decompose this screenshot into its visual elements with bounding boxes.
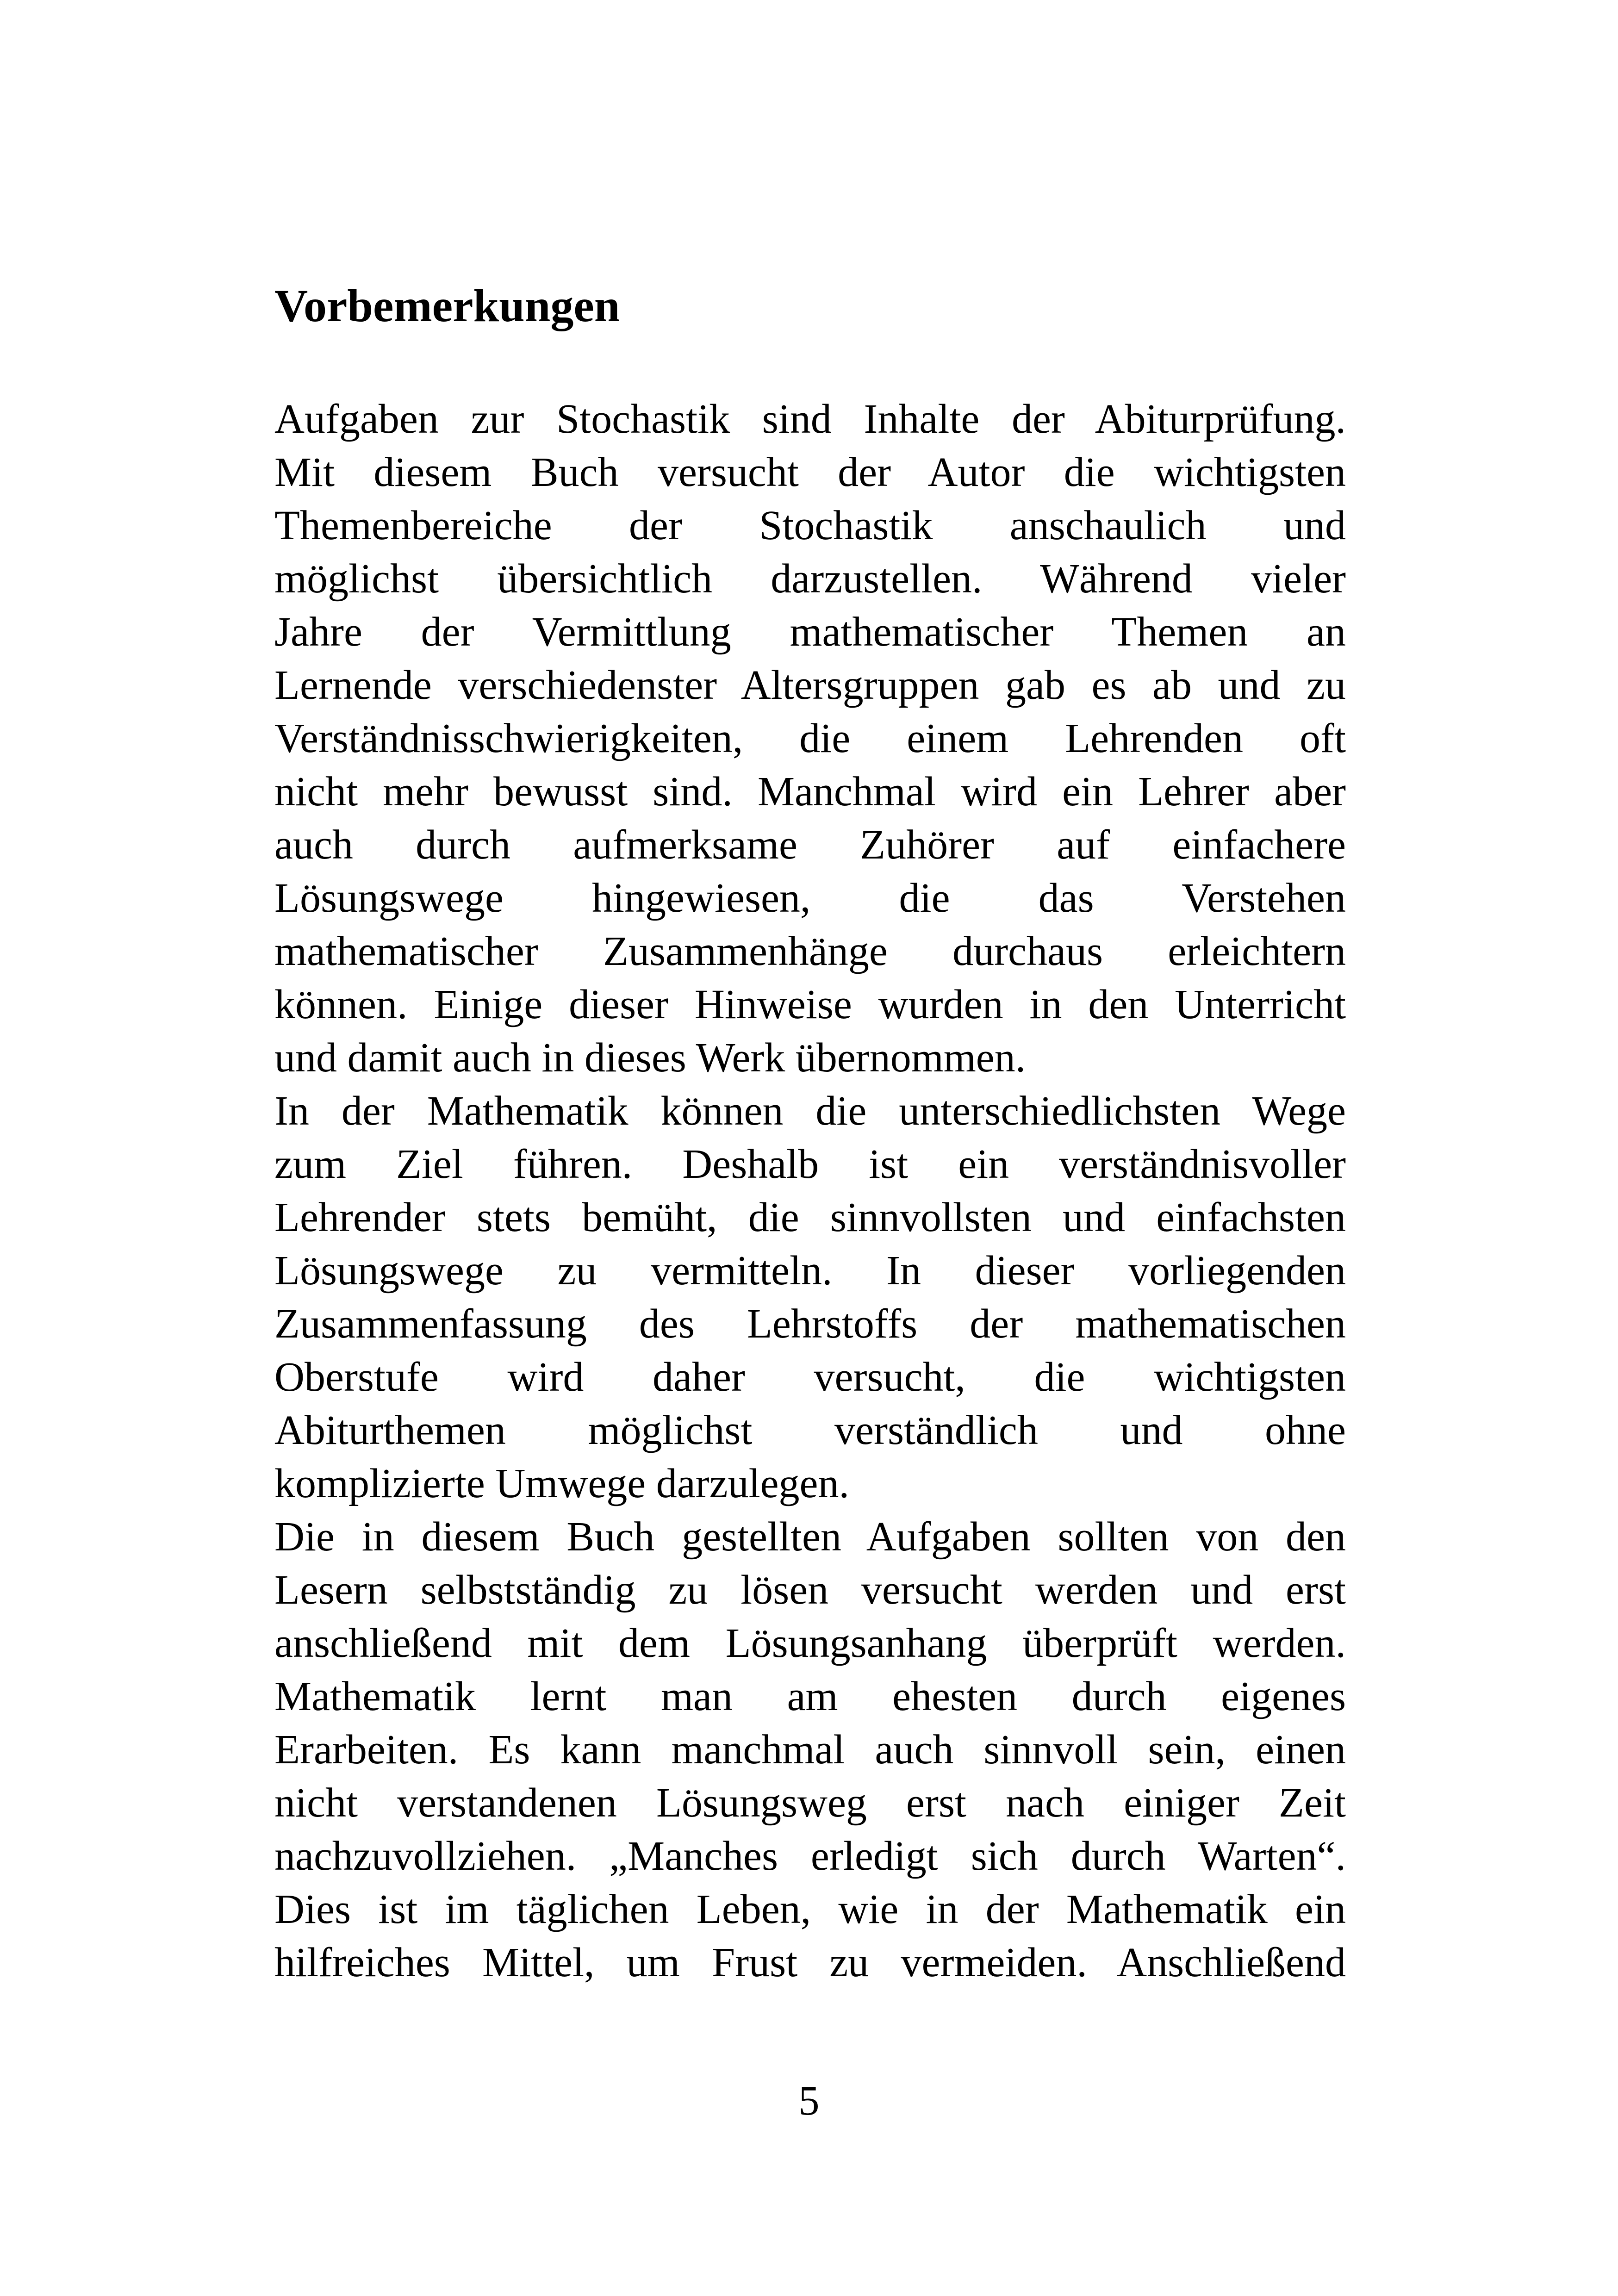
text-line-20: Abiturthemen möglichst verständlich und ohne: [274, 1407, 1346, 1453]
text-line-7: Verständnisschwierigkeiten, die einem Lehrenden oft: [274, 716, 1346, 761]
text-line-9: auch durch aufmerksame Zuhörer auf einfachere: [274, 822, 1346, 868]
text-line-29: Dies ist im täglichen Leben, wie in der Mathematik ein: [274, 1886, 1346, 1932]
text-line-1: Aufgaben zur Stochastik sind Inhalte der Abiturprüfung.: [274, 396, 1346, 442]
text-line-13: und damit auch in dieses Werk übernommen.: [274, 1035, 1026, 1081]
text-line-4: möglichst übersichtlich darzustellen. Während vieler: [274, 556, 1346, 602]
text-line-21: komplizierte Umwege darzulegen.: [274, 1461, 849, 1506]
text-line-25: Mathematik lernt man am ehesten durch eigenes: [274, 1674, 1346, 1719]
text-line-16: Lehrender stets bemüht, die sinnvollsten und einfachsten: [274, 1195, 1346, 1240]
text-line-19: Oberstufe wird daher versucht, die wichtigsten: [274, 1354, 1346, 1400]
text-line-12: können. Einige dieser Hinweise wurden in den Unterricht: [274, 982, 1346, 1027]
text-line-10: Lösungswege hingewiesen, die das Verstehen: [274, 875, 1346, 921]
text-line-18: Zusammenfassung des Lehrstoffs der mathematischen: [274, 1301, 1346, 1347]
text-line-15: zum Ziel führen. Deshalb ist ein verständnisvoller: [274, 1141, 1346, 1187]
page-heading: Vorbemerkungen: [274, 280, 620, 331]
text-line-6: Lernende verschiedenster Altersgruppen gab es ab und zu: [274, 662, 1346, 708]
text-line-3: Themenbereiche der Stochastik anschaulich und: [274, 503, 1346, 548]
text-line-27: nicht verstandenen Lösungsweg erst nach einiger Zeit: [274, 1780, 1346, 1826]
text-line-17: Lösungswege zu vermitteln. In dieser vorliegenden: [274, 1248, 1346, 1294]
text-line-23: Lesern selbstständig zu lösen versucht werden und erst: [274, 1567, 1346, 1613]
text-line-30: hilfreiches Mittel, um Frust zu vermeiden. Anschließend: [274, 1940, 1346, 1985]
text-line-28: nachzuvollziehen. „Manches erledigt sich durch Warten“.: [274, 1833, 1346, 1879]
text-line-24: anschließend mit dem Lösungsanhang überprüft werden.: [274, 1620, 1346, 1666]
body-text: [274, 392, 1346, 1989]
text-line-11: mathematischer Zusammenhänge durchaus erleichtern: [274, 928, 1346, 974]
text-line-8: nicht mehr bewusst sind. Manchmal wird ein Lehrer aber: [274, 769, 1346, 815]
text-line-26: Erarbeiten. Es kann manchmal auch sinnvoll sein, einen: [274, 1727, 1346, 1773]
page-number: 5: [798, 2078, 820, 2124]
text-line-5: Jahre der Vermittlung mathematischer Themen an: [274, 609, 1346, 655]
text-line-22: Die in diesem Buch gestellten Aufgaben sollten von den: [274, 1514, 1346, 1560]
text-line-2: Mit diesem Buch versucht der Autor die wichtigsten: [274, 449, 1346, 495]
text-line-14: In der Mathematik können die unterschiedlichsten Wege: [274, 1088, 1346, 1134]
